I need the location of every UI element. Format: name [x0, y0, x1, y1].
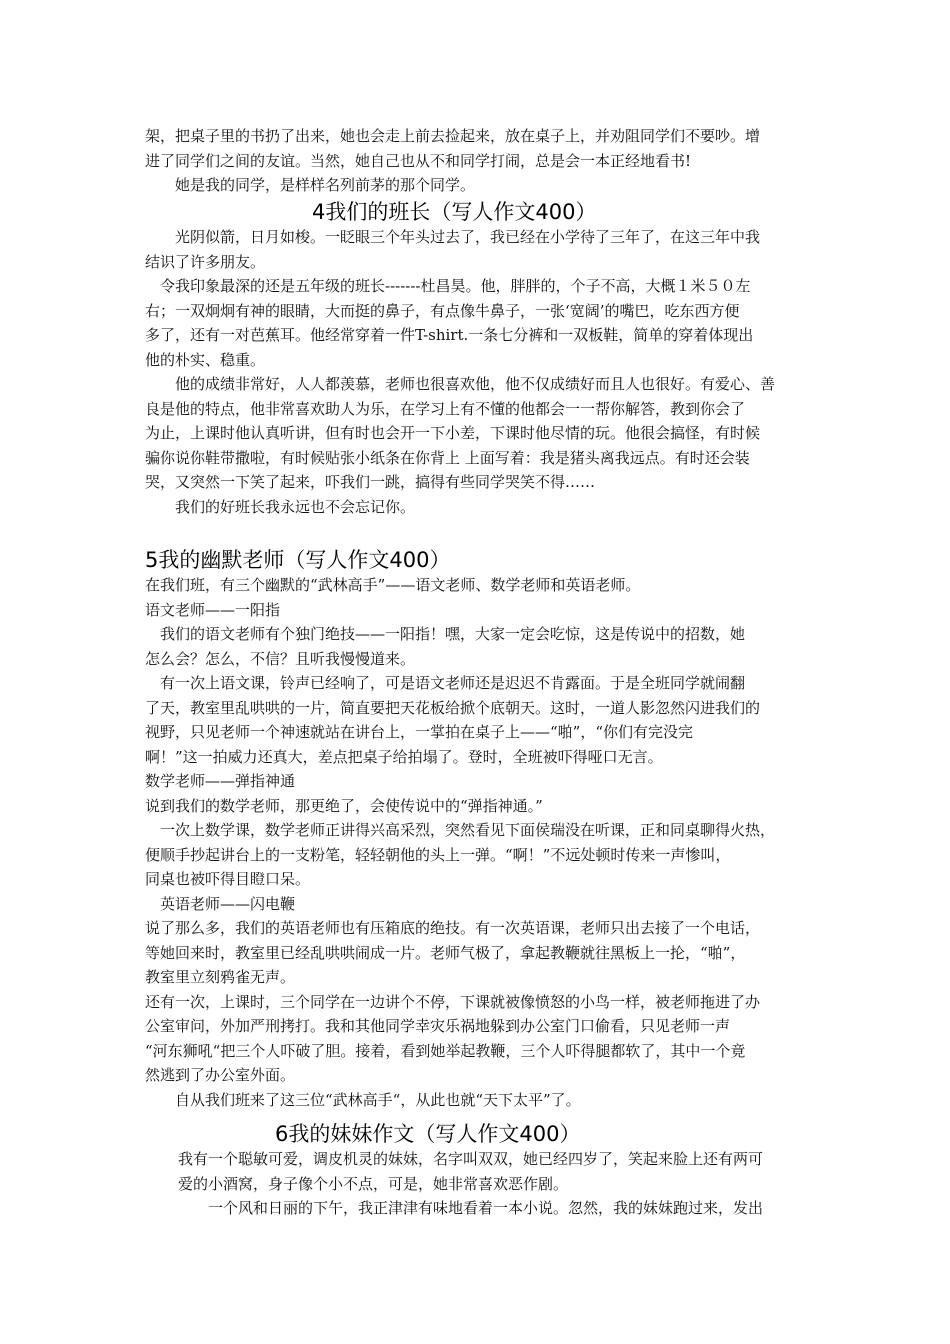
- text-line: 英语老师——闪电鞭: [145, 894, 296, 913]
- text-line: 还有一次，上课时，三个同学在一边讲个不停，下课就被像愤怒的小鸟一样，被老师拖进了办: [145, 992, 761, 1011]
- essay4-title: 4我们的班长（写人作文400）: [312, 200, 597, 224]
- text-line: 她是我的同学，是样样名列前茅的那个同学。: [145, 176, 476, 194]
- text-line: 然逃到了办公室外面。: [145, 1066, 296, 1084]
- text-line: 语文老师——一阳指: [145, 600, 281, 619]
- text-line: 有一次上语文课，铃声已经响了，可是语文老师还是迟迟不肯露面。于是全班同学就闹翻: [145, 674, 746, 692]
- text-line: 说了那么多，我们的英语老师也有压箱底的绝技。有一次英语课，老师只出去接了一个电话，: [145, 919, 761, 937]
- text-line: 等她回来时，教室里已经乱哄哄闹成一片。老师气极了，拿起教鞭就往黑板上一抡，“啪”，: [145, 943, 746, 962]
- text-line: 多了，还有一对芭蕉耳。他经常穿着一件T-shirt.一条七分裤和一双板鞋，简单的穿着体现出: [145, 326, 754, 344]
- text-line: 自从我们班来了这三位“武林高手“，从此也就“天下太平”了。: [145, 1090, 581, 1109]
- text-line: 骗你说你鞋带撒啦，有时候贴张小纸条在你背上 上面写着：我是猪头离我远点。有时还会装: [145, 448, 750, 467]
- essay5-title: 5我的幽默老师（写人作文400）: [145, 548, 451, 572]
- text-line: 为止，上课时他认真听讲，但有时也会开一下小差，下课时他尽情的玩。他很会搞怪，有时候: [145, 424, 761, 442]
- text-line: 公室审问，外加严刑拷打。我和其他同学幸灾乐祸地躲到办公室门口偷看，只见老师一声: [145, 1017, 731, 1035]
- text-line: 啊！”这一拍威力还真大，差点把桌子给拍塌了。登时，全班被吓得哑口无言。: [145, 747, 663, 766]
- text-line: 教室里立刻鸦雀无声。: [145, 968, 296, 986]
- text-line: 爱的小酒窝，身子像个小不点，可是，她非常喜欢恶作剧。: [178, 1174, 569, 1193]
- text-line: 良是他的特点，他非常喜欢助人为乐，在学习上有不懂的他都会一一帮你解答，教到你会了: [145, 399, 746, 418]
- text-line: 哭，又突然一下笑了起来，吓我们一跳，搞得有些同学哭笑不得……: [145, 473, 596, 491]
- text-line: 结识了许多朋友。: [145, 252, 266, 271]
- text-line: 右；一双炯炯有神的眼睛，大而挺的鼻子，有点像牛鼻子，一张‘宽阔’的嘴巴，吃东西方便: [145, 301, 740, 320]
- essay6-body: [178, 1147, 818, 1221]
- text-line: 架，把桌子里的书扔了出来，她也会走上前去捡起来，放在桌子上，并劝阻同学们不要吵。增: [145, 127, 761, 145]
- text-line: 在我们班，有三个幽默的“武林高手”——语文老师、数学老师和英语老师。: [145, 576, 641, 594]
- text-line: 同桌也被吓得目瞪口呆。: [145, 870, 311, 888]
- text-line: 我有一个聪敏可爱，调皮机灵的妹妹，名字叫双双，她已经四岁了，笑起来脸上还有两可: [178, 1150, 764, 1168]
- text-line: 光阴似箭，日月如梭。一眨眼三个年头过去了，我已经在小学待了三年了，在这三年中我: [145, 228, 761, 246]
- text-line: 说到我们的数学老师，那更绝了，会使传说中的“弹指神通。”: [145, 796, 543, 815]
- text-line: 进了同学们之间的友谊。当然，她自己也从不和同学打闹，总是会一本正经地看书!: [145, 151, 692, 170]
- text-line: 我们的好班长我永远也不会忘记你。: [145, 497, 416, 516]
- text-line: 数学老师——弹指神通: [145, 772, 296, 790]
- intro-paragraph: [145, 124, 815, 198]
- text-line: 一个风和日丽的下午，我正津津有味地看着一本小说。忽然，我的妹妹跑过来，发出: [178, 1199, 764, 1217]
- text-line: 我们的语文老师有个独门绝技——一阳指！嘿，大家一定会吃惊，这是传说中的招数，她: [145, 625, 746, 643]
- text-line: 视野，只见老师一个神速就站在讲台上，一掌拍在桌子上——“啪”，“你们有完没完: [145, 723, 694, 741]
- essay4-body: [145, 225, 815, 519]
- text-line: 便顺手抄起讲台上的一支粉笔，轻轻朝他的头上一弹。“啊！”不远处顿时传来一声惨叫，: [145, 845, 731, 864]
- text-line: “河东狮吼“把三个人吓破了胆。接着，看到她举起教鞭，三个人吓得腿都软了，其中一个竟: [145, 1041, 746, 1060]
- text-line: 令我印象最深的还是五年级的班长-------杜昌昊。他，胖胖的，个子不高，大概１米５０左: [145, 277, 751, 295]
- text-line: 了天，教室里乱哄哄的一片，简直要把天花板给掀个底朝天。这时，一道人影忽然闪进我们的: [145, 698, 761, 717]
- essay5-body: [145, 573, 815, 1112]
- text-line: 怎么会？怎么，不信？且听我慢慢道来。: [145, 649, 416, 668]
- text-line: 他的朴实、稳重。: [145, 350, 266, 369]
- text-line: 一次上数学课，数学老师正讲得兴高采烈，突然看见下面侯瑞没在听课，正和同桌聊得火热，: [145, 821, 776, 839]
- essay6-title: 6我的妹妹作文（写人作文400）: [275, 1122, 581, 1146]
- text-line: 他的成绩非常好，人人都羡慕，老师也很喜欢他，他不仅成绩好而且人也很好。有爱心、善: [145, 375, 776, 393]
